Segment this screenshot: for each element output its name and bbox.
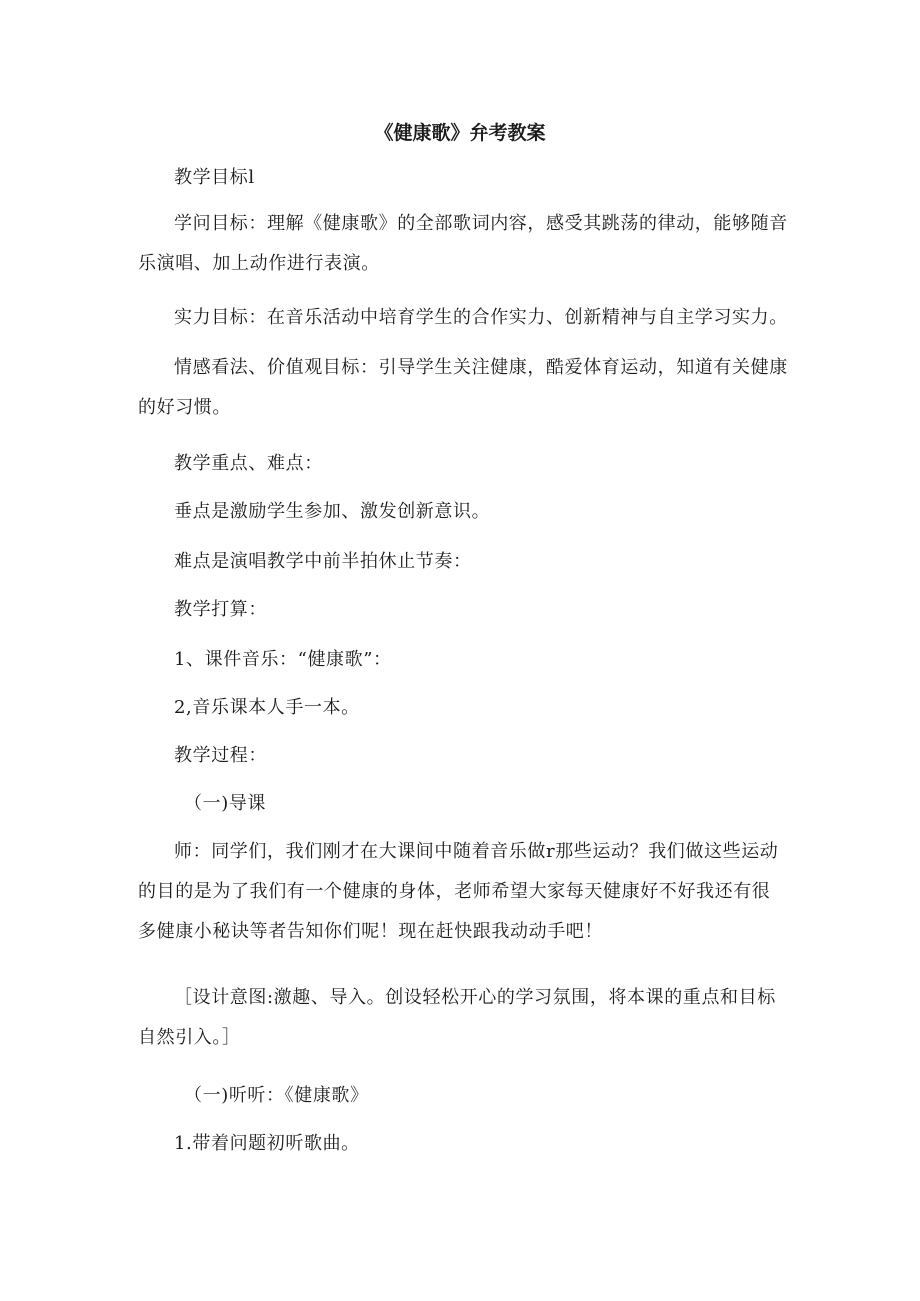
paragraph-process-heading: 教学过程： xyxy=(174,745,267,766)
document-title: 《健康歌》弁考教案 xyxy=(374,122,546,144)
paragraph-preparation-item-2: 2,音乐课本人手一本。 xyxy=(174,697,360,718)
paragraph-teacher-speech: 师：同学们，我们刚才在大课间中随着音乐做r那些运动？我们做这些运动的目的是为了我们有一个健康的身体，老师希望大家每天健康好不好我还有很多健康小秘诀等者告知你们呢！现在赶快跟我动动手吧！ xyxy=(138,841,779,942)
paragraph-preparation-item-1: 1、课件音乐：“健康歌”： xyxy=(174,649,392,670)
paragraph-design-intent: ［设计意图:激趣、导入。创设轻松开心的学习氛围，将本课的重点和目标自然引入。］ xyxy=(138,987,776,1048)
paragraph-preparation-heading: 教学打算： xyxy=(174,599,267,620)
paragraph-listen-item-1: 1.带着问题初听歌曲。 xyxy=(174,1133,360,1154)
paragraph-difficult-point: 难点是演唱教学中前半拍休止节奏： xyxy=(174,551,472,572)
paragraph-teaching-goals-heading: 教学目标l xyxy=(174,167,255,188)
paragraph-ability-goal: 实力目标：在音乐活动中培育学生的合作实力、创新精神与自主学习实力。 xyxy=(174,307,788,328)
paragraph-emotion-goal: 情感看法、价值观目标：引导学生关注健康，酷爱体育运动，知道有关健康的好习惯。 xyxy=(138,357,788,418)
paragraph-key-point: 垂点是激励学生参加、激发创新意识。 xyxy=(174,501,491,522)
paragraph-key-points-heading: 教学重点、难点： xyxy=(174,453,323,474)
paragraph-section-listen: （一)听听：《健康歌》 xyxy=(184,1085,369,1106)
paragraph-section-intro: （一)导课 xyxy=(184,793,267,814)
paragraph-knowledge-goal: 学问目标：理解《健康歌》的全部歌词内容，感受其跳荡的律动，能够随音乐演唱、加上动作进行表演。 xyxy=(138,213,788,274)
